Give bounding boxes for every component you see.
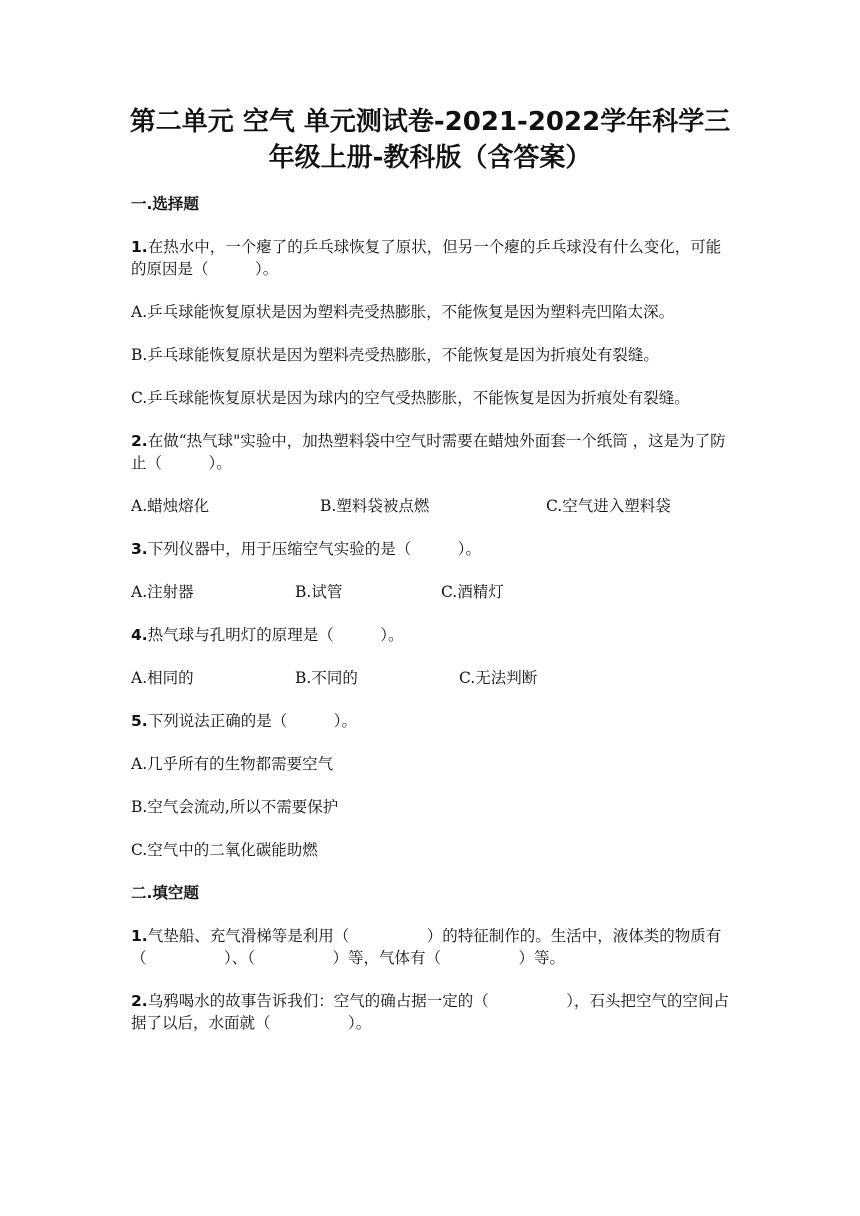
- options-row: [131, 581, 731, 603]
- question-3: [131, 538, 731, 560]
- title-line-2: 年级上册-教科版（含答案）: [268, 143, 592, 173]
- question-number: 2.: [131, 992, 148, 1010]
- question-text: 热气球与孔明灯的原理是（ ）。: [147, 626, 404, 644]
- question-number: 3.: [131, 540, 148, 558]
- question-2: [131, 430, 731, 474]
- fill-question-1: [131, 925, 731, 969]
- question-text: 在做“热气球"实验中，加热塑料袋中空气时需要在蜡烛外面套一个纸筒 ，这是为了防止（ ）。: [131, 432, 726, 472]
- question-number: 5.: [131, 712, 148, 730]
- question-text: 下列仪器中，用于压缩空气实验的是（ ）。: [147, 540, 481, 558]
- section-heading-choice: 一.选择题: [131, 195, 199, 213]
- question-text: 在热水中，一个瘪了的乒乓球恢复了原状，但另一个瘪的乒乓球没有什么变化，可能的原因是（ ）。: [131, 238, 722, 278]
- question-number: 1.: [131, 927, 148, 945]
- question-5: [131, 710, 731, 732]
- options-row: [131, 495, 731, 517]
- question-text: 乌鸦喝水的故事告诉我们：空气的确占据一定的（ ），石头把空气的空间占据了以后，水面就（ ）。: [131, 992, 729, 1032]
- section-heading-fill: 二.填空题: [131, 884, 199, 902]
- option-b: B.不同的: [295, 669, 358, 687]
- option-b: B.乒乓球能恢复原状是因为塑料壳受热膨胀，不能恢复是因为折痕处有裂缝。: [131, 346, 659, 364]
- document-title: [100, 104, 760, 176]
- question-number: 4.: [131, 626, 148, 644]
- question-text: 下列说法正确的是（ ）。: [147, 712, 357, 730]
- question-1: [131, 236, 731, 280]
- fill-question-2: [131, 990, 731, 1034]
- option-c: C.无法判断: [459, 669, 538, 687]
- title-line-1: 第二单元 空气 单元测试卷-2021-2022学年科学三: [129, 107, 731, 137]
- option-c: C.乒乓球能恢复原状是因为球内的空气受热膨胀，不能恢复是因为折痕处有裂缝。: [131, 389, 690, 407]
- option-c: C.酒精灯: [441, 583, 504, 601]
- option-b: B.空气会流动,所以不需要保护: [131, 798, 339, 816]
- option-a: A.乒乓球能恢复原状是因为塑料壳受热膨胀，不能恢复是因为塑料壳凹陷太深。: [131, 303, 675, 321]
- question-number: 1.: [131, 238, 148, 256]
- option-a: A.相同的: [131, 669, 194, 687]
- option-c: C.空气进入塑料袋: [546, 497, 671, 515]
- option-b: B.试管: [295, 583, 343, 601]
- question-4: [131, 624, 731, 646]
- options-row: [131, 667, 731, 689]
- question-text: 气垫船、充气滑梯等是利用（ ）的特征制作的。生活中，液体类的物质有（ ）、（ ）等，气体有（ ）等。: [131, 927, 722, 967]
- option-a: A.注射器: [131, 583, 194, 601]
- option-c: C.空气中的二氧化碳能助燃: [131, 841, 318, 859]
- option-a: A.蜡烛熔化: [131, 497, 210, 515]
- exam-content: [131, 193, 731, 1055]
- option-b: B.塑料袋被点燃: [320, 497, 430, 515]
- option-a: A.几乎所有的生物都需要空气: [131, 755, 334, 773]
- question-number: 2.: [131, 432, 148, 450]
